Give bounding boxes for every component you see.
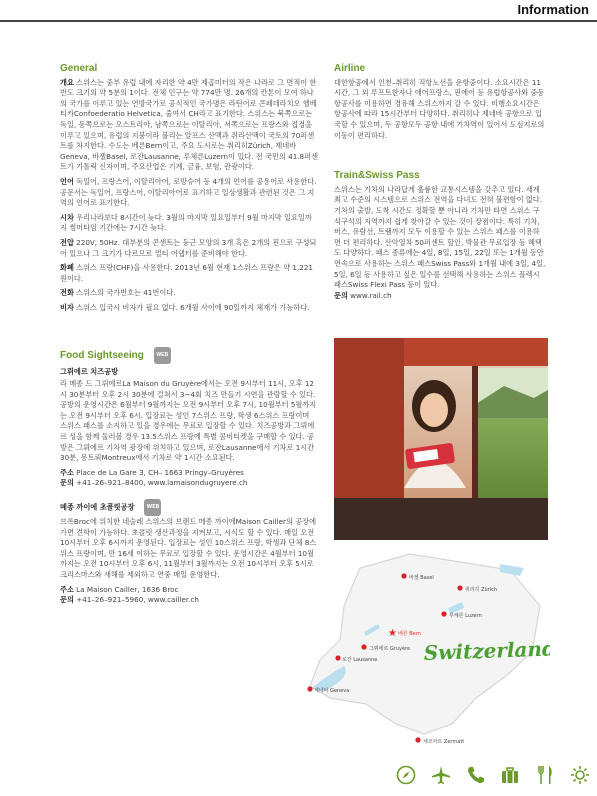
city-label-gruyere: 그뤼에르 Gruyère: [369, 646, 411, 652]
power-label: 전압: [60, 237, 74, 247]
general-phone: [60, 288, 318, 299]
train-text: 스위스는 기차의 나라답게 훌륭한 교통시스템을 갖추고 있다. 세계 최고 수준의 시스템으로 스위스 전역을 다녀도 전혀 불편함이 없다. 기차의 출발, 도착 시간도 정확할 뿐 아니라 기차만 타면 스위스 구석구석의 지역까지 쉽게 찾아갈 수 있는 것이 장점이다. 특히 기차, 버스, 유람선, 트램까지 모두 이용할 수 있는 스위스 패스를 이용하면 더 편리하다. 산악열차 50퍼센트 할인, 박물관 무료입장 등 혜택도 다양하다. 패스 종류에는 4일, 8일, 15일, 22일 또는 1개월 동안 연속으로 사용하는 스위스 패스Swiss Pass와 1개월 내에 3일, 4일, 5일, 6일 등 사용하고 싶은 일수를 선택해 사용하는 스위스 플렉시 패스Swiss Flexi Pass 등이 있다.: [334, 184, 546, 290]
power-text: 220V, 50Hz. 대부분의 콘센트는 둥근 모양의 3개 혹은 2개의 핀으로 구성되어 있으나 그 크기가 다르므로 멀티 어댑터를 준비해야 한다.: [60, 237, 317, 258]
chocolate-text: 브록Broc에 위치한 네슬레 스위스의 브랜드 메종 까이에Maison Cailler의 공장에 가면 견학이 가능하다. 초콜릿 생산과정을 지켜보고, 시식도 할 수 있다. 매일 오전 10시부터 오후 6시까지 운영된다. 입장료는 성인 10스위스 프랑, 학생과 단체 8스위스 프랑이며, 만 16세 이하는 무료로 입장할 수 있다. 운영시간은 4월부터 10월까지는 오전 10시부터 오후 6시, 11월부터 3월까지는 오전 10시부터 오후 5시로 크리스마스와 새해를 제외하고 연중 매일 운영한다.: [60, 517, 317, 579]
city-dot-lausanne: [335, 655, 340, 660]
city-dot-luzern: [441, 611, 446, 616]
city-dot-basel: [401, 573, 406, 578]
visa-text: 스위스 입국시 비자가 필요 없다. 6개월 사이에 90일까지 체재가 가능하다.: [73, 302, 310, 312]
suitcase-icon[interactable]: [499, 764, 521, 786]
city-dot-gruyere: [361, 644, 366, 649]
phone-label: 전화: [60, 288, 74, 298]
city-label-basel: 바젤 Basel: [409, 575, 434, 581]
city-label-zurich: 취리히 Zürich: [465, 587, 498, 593]
cheese-title: 그뤼에르 치즈공방: [60, 367, 119, 377]
footer-icon-bar: [395, 762, 591, 788]
city-dot-geneva: [307, 686, 312, 691]
overview-text: 스위스는 중부 유럽 내에 자리한 약 4만 제곱미터의 작은 나라로 그 면적이 한반도 크기의 약 5분의 1이다. 전체 인구는 약 774만 명. 26개의 칸톤이 모여 하나의 국가를 이루고 있는 연방국가로 공식적인 국가명은 라틴어로 콘페데라치오 헬베티카Confoederatio Helvetica, 줄여서 CH라고 표기한다. 스위스는 북쪽으로는 독일, 동쪽으로는 오스트리아, 남쪽으로는 이탈리아, 서쪽으로는 프랑스와 접경을 이루고 있으며, 유럽의 지붕이라 불리는 알프스 산맥과 쥐라산맥이 국토의 70퍼센트를 차지한다. 수도는 베른Bern이고, 주요 도시로는 취리히Zürich, 제네바Geneva, 바젤Basel, 로잔Lausanne, 루체른Luzern이 있다. 전 국민의 41.8퍼센트가 기톨릭 신자이며, 주요산업은 기계, 금융, 보험, 관광이다.: [60, 77, 319, 172]
chocolate-address-label: 주소: [60, 584, 74, 594]
cheese-address-label: 주소: [60, 467, 74, 477]
sun-icon[interactable]: [569, 764, 591, 786]
city-label-zermatt: 체르마트 Zermatt: [423, 739, 465, 745]
header-rule: [0, 20, 597, 22]
city-label-lausanne: 로잔 Lausanne: [342, 657, 378, 663]
chocolate-title-text: 메종 까이에 초콜릿공장: [60, 502, 135, 512]
left-column: [60, 64, 318, 606]
chocolate-title: [60, 499, 318, 516]
general-power: [60, 238, 318, 259]
chocolate-address-value: La Maison Cailler, 1636 Broc: [73, 584, 179, 594]
map-svg: [300, 548, 550, 778]
overview-label: 개요: [60, 77, 74, 87]
general-visa: [60, 303, 318, 314]
cheese-address: [60, 468, 318, 479]
time-label: 시차: [60, 212, 74, 222]
train-heading: Train&Swiss Pass: [334, 170, 420, 182]
currency-label: 화폐: [60, 263, 74, 273]
top-header: [0, 0, 597, 22]
city-dot-zurich: [457, 585, 462, 590]
visa-label: 비자: [60, 302, 74, 312]
general-heading: General: [60, 63, 98, 74]
chocolate-contact-value: +41–26–921–5960, www.cailler.ch: [73, 595, 199, 605]
cheese-contact-label: 문의: [60, 478, 74, 488]
phone-icon[interactable]: [465, 764, 487, 786]
food-heading: [60, 347, 318, 364]
food-heading-text: Food Sightseeing: [60, 350, 144, 362]
page-title: Information: [517, 2, 589, 17]
general-time: [60, 213, 318, 234]
airplane-icon[interactable]: [430, 764, 452, 786]
chocolate-contact: [60, 595, 318, 606]
language-label: 언어: [60, 176, 74, 186]
chocolate-contact-label: 문의: [60, 595, 74, 605]
cheese-text: 라 메종 드 그뤼에르La Maison du Gruyère에서는 오전 9시부터 11시, 오후 12시 30분부터 오후 2시 30분에 걸쳐서 3~4회 치즈 만들기 시연을 관람할 수 있다. 공방의 운영시간은 6월부터 9월까지는 오전 9시부터 오후 7시, 10월부터 5월까지는 오전 9시부터 오후 6시. 입장료는 성인 7스위스 프랑, 학생 6스위스 프랑이며 스위스 패스를 소지하고 있을 경우에는 무료로 입장할 수 있다. 치즈공방과 그뤼에르 성을 함께 둘러볼 경우 13.5스위스 프랑에 특별 콤비티켓을 구매할 수 있다. 공방은 그뤼에르 기차역 광장에 위치하고 있으며, 로잔Lausanne에서 기차로 1시간 30분, 몽트뢰Montreux에서 기차로 약 1시간 소요된다.: [60, 379, 317, 463]
capital-star-bern: ★: [388, 628, 397, 639]
city-label-luzern: 루체른 Luzern: [449, 613, 482, 619]
web-badge-2[interactable]: WEB: [144, 499, 161, 516]
compass-icon[interactable]: [395, 764, 417, 786]
city-label-geneva: 제네바 Geneva: [314, 688, 350, 694]
switzerland-map: [300, 548, 550, 778]
cheese-contact-value: +41–26–921–8400, www.lamaisondugruyere.ch: [73, 478, 248, 488]
airline-text: 대한항공에서 인천–취리히 직항노선을 운항중이다. 소요시간은 11시간, 그 외 루프트한자나 에어프랑스, 핀에어 등 유럽항공사와 중동항공사를 이용하면 경유해 스위스까지 갈 수 있다. 비행소요시간은 항공사에 따라 15시간부터 다양하다. 취리히나 제네바 공항으로 입국할 수 있으며, 두 공항모두 공항 내에 기차역이 있어서 도심지로의 이동이 편리하다.: [334, 77, 545, 140]
right-column: [334, 64, 546, 301]
web-badge[interactable]: WEB: [154, 347, 171, 364]
airline-heading: Airline: [334, 63, 366, 74]
currency-text: 스위스 프랑(CHF)을 사용한다. 2013년 6월 현재 1스위스 프랑은 약 1,221원이다.: [60, 263, 314, 283]
city-label-bern: 베른 Bern: [398, 631, 421, 637]
general-overview: [60, 78, 318, 173]
time-text: 우리나라보다 8시간이 늦다. 3월의 마지막 일요일부터 9월 마지막 일요일까지 썸머타임 기간에는 7시간 늦다.: [60, 212, 312, 233]
language-text: 독일어, 프랑스어, 이탈리아어, 로망슈어 등 4개의 언어를 공용어로 사용한다. 공문서는 독일어, 프랑스어, 이탈리아어로 표기하고 일상생활과 관련된 것은 그 지역의 언어로 표기한다.: [60, 176, 317, 208]
cheese-contact: [60, 478, 318, 489]
train-contact: [334, 291, 546, 302]
general-language: [60, 177, 318, 209]
chocolate-address: [60, 585, 318, 596]
fork-knife-icon[interactable]: [534, 764, 556, 786]
train-contact-label: 문의: [334, 290, 348, 300]
train-passenger-photo: [334, 338, 548, 540]
phone-text: 스위스의 국가번호는 41번이다.: [73, 288, 176, 298]
city-dot-zermatt: [415, 737, 420, 742]
cheese-address-value: Place de La Gare 3, CH– 1663 Pringy–Gruyères: [73, 467, 244, 477]
country-name: Switzerland: [423, 636, 550, 665]
photo-illustration: [334, 338, 548, 540]
general-currency: [60, 263, 318, 284]
train-contact-value: www.rail.ch: [347, 290, 392, 300]
